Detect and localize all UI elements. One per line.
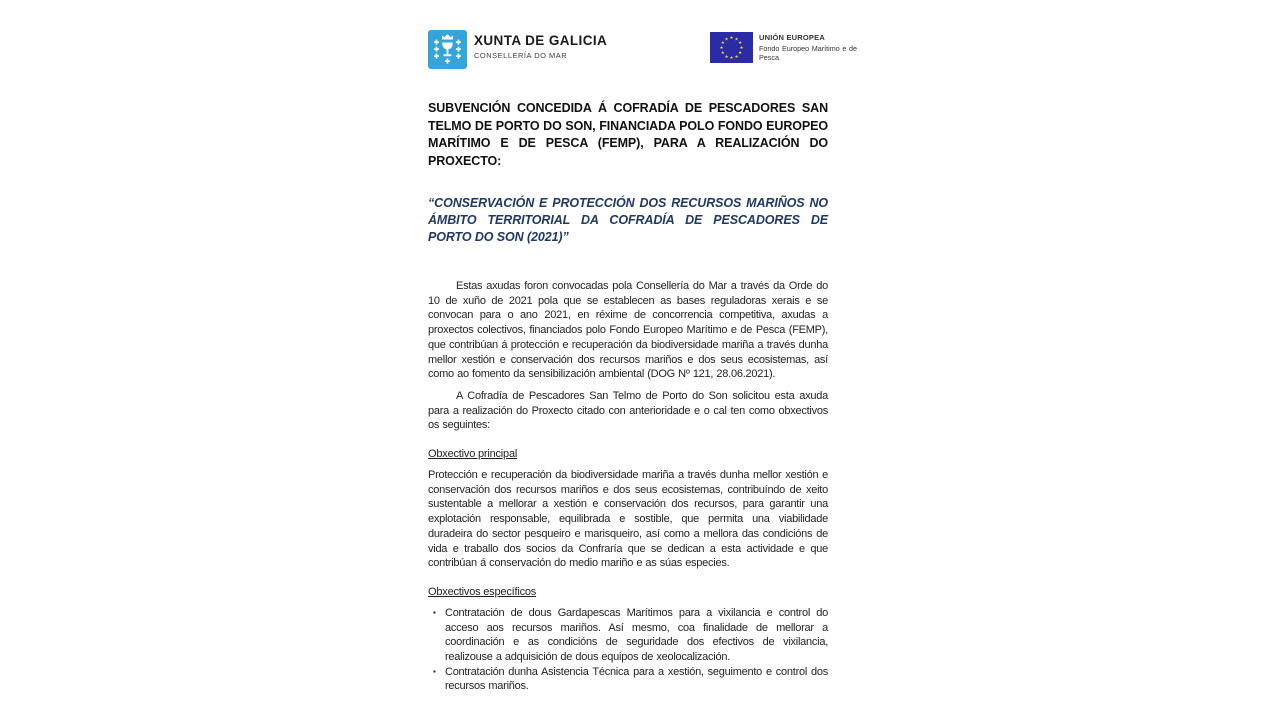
xunta-logo-block [428, 30, 607, 69]
svg-text:★: ★ [720, 50, 725, 56]
subsidy-title: SUBVENCIÓN CONCEDIDA Á COFRADÍA DE PESCADORES SAN TELMO DE PORTO DO SON, FINANCIADA POLO FONDO EUROPEO MARÍTIMO E DE PESCA (FEMP), PARA A REALIZACIÓN DO PROXECTO: [428, 101, 828, 168]
eu-name: UNIÓN EUROPEA [759, 33, 825, 42]
document-page [428, 0, 857, 720]
xunta-de-galicia-logo-icon [428, 30, 467, 69]
svg-text:✚: ✚ [444, 58, 451, 66]
svg-text:✚: ✚ [455, 53, 462, 61]
eu-logo-block [710, 32, 857, 63]
svg-text:★: ★ [729, 55, 734, 61]
document-body [428, 100, 828, 694]
list-item-text: Contratación de dous Gardapescas Marítimos para a vixilancia e control do acceso aos recursos mariños. Así mesmo, coa finalidade de mellorar a coordinación e as condicións de seguridade dos efectivos de vixilancia, realizouse a adquisición de dous equipos de xeolocalización. [445, 606, 828, 664]
svg-text:★: ★ [720, 40, 725, 46]
svg-text:★: ★ [734, 53, 739, 59]
heading-main-objective: Obxectivo principal [428, 448, 518, 461]
paragraph-main-objective: Protección e recuperación da biodiversidade mariña a través dunha mellor xestión e conservación dos recursos mariños e dos seus ecosistemas, contribuíndo de xeito sustentable a mellorar a xestión e conservación dos recursos, para garantir una explotación responsable, equilibrada e sostible, que permita una viabilidade duradeira do sector pesqueiro e marisqueiro, así como a mellora das condicións de vida e traballo dos socios da Confraría que se dedican a esta actividade e que contribúan á conservación do medio mariño e as súas especies. [428, 469, 828, 570]
svg-text:★: ★ [738, 40, 743, 46]
xunta-name: XUNTA DE GALICIA [474, 33, 608, 48]
svg-text:✚: ✚ [455, 39, 462, 47]
bullet-icon: ▪ [433, 607, 436, 617]
svg-text:★: ★ [719, 45, 724, 51]
svg-text:★: ★ [724, 36, 729, 42]
svg-text:★: ★ [734, 36, 739, 42]
eu-flag-icon [710, 32, 753, 63]
specific-objectives-list [428, 606, 828, 694]
project-title: “CONSERVACIÓN E PROTECCIÓN DOS RECURSOS MARIÑOS NO ÁMBITO TERRITORIAL DA COFRADÍA DE PESCADORES DE PORTO DO SON (2021)” [428, 196, 828, 244]
list-item-text: Contratación dunha Asistencia Técnica para a xestión, seguimento e control dos recursos mariños. [445, 665, 828, 693]
svg-text:★: ★ [738, 50, 743, 56]
document-header [428, 0, 857, 70]
bullet-icon: ▪ [433, 666, 436, 676]
xunta-text-block [474, 30, 607, 60]
eu-text-block [759, 32, 857, 62]
list-item [428, 606, 828, 665]
svg-text:★: ★ [739, 45, 744, 51]
svg-text:✚: ✚ [433, 53, 440, 61]
eu-fund-name: Fondo Europeo Marítimo e de Pesca [759, 44, 857, 62]
svg-text:✚: ✚ [455, 46, 462, 54]
paragraph-solicitude: A Cofradía de Pescadores San Telmo de Porto do Son solicitou esta axuda para a realización do Proxecto citado con anterioridade e o cal ten como obxectivos os seguintes: [428, 389, 828, 432]
xunta-department: CONSELLERÍA DO MAR [474, 51, 568, 60]
svg-text:★: ★ [729, 35, 734, 41]
list-item [428, 665, 828, 694]
svg-text:✚: ✚ [433, 39, 440, 47]
svg-text:★: ★ [724, 53, 729, 59]
heading-specific-objectives: Obxectivos específicos [428, 585, 537, 598]
svg-text:✚: ✚ [433, 46, 440, 54]
paragraph-convocatoria: Estas axudas foron convocadas pola Consellería do Mar a través da Orde do 10 de xuño de 2021 pola que se establecen as bases reguladoras xerais e se convocan para o ano 2021, en réxime de concorrencia competitiva, axudas a proxectos colectivos, financiados polo Fondo Europeo Marítimo e de Pesca (FEMP), que contribúan á protección e recuperación da biodiversidade mariña a través dunha mellor xestión e conservación dos recursos mariños e dos seus ecosistemas, así como ao fomento da sensibilización ambiental (DOG Nº 121, 28.06.2021). [428, 280, 828, 381]
